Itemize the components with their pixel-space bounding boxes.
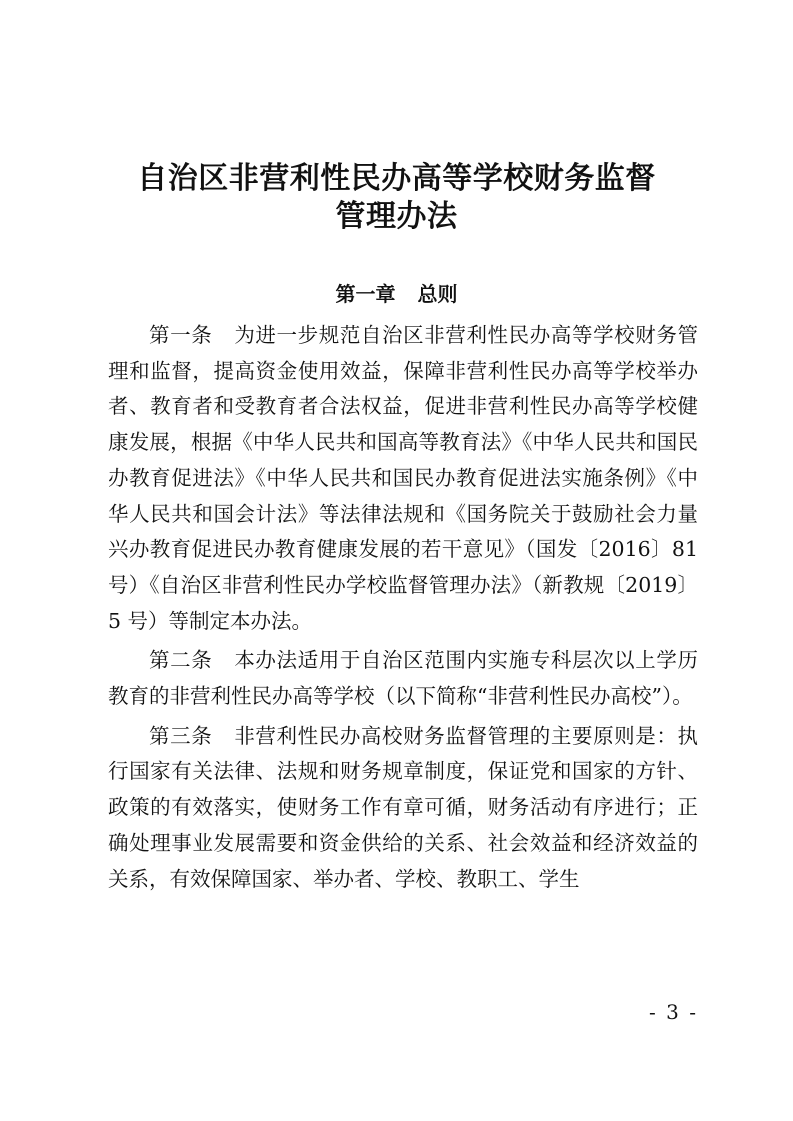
article-label: 第二条	[149, 648, 213, 673]
body-text	[108, 318, 698, 901]
chapter-name: 总则	[417, 282, 458, 306]
article-text: 本办法适用于自治区范围内实施专科层次以上学历教育的非营利性民办高等学校（以下简称“非营利性民办高校”）。	[108, 648, 698, 709]
article-3	[108, 719, 698, 898]
article-label: 第三条	[149, 723, 213, 748]
chapter-number: 第一章	[335, 282, 396, 306]
article-text: 为进一步规范自治区非营利性民办高等学校财务管理和监督，提高资金使用效益，保障非营利性民办高等学校举办者、教育者和受教育者合法权益，促进非营利性民办高等学校健康发展，根据《中华人民共和国高等教育法》《中华人民共和国民办教育促进法》《中华人民共和国民办教育促进法实施条例》《中华人民共和国会计法》等法律法规和《国务院关于鼓励社会力量兴办教育促进民办教育健康发展的若干意见》（国发〔2016〕81 号）《自治区非营利性民办学校监督管理办法》（新教规〔2019〕5 号）等制定本办法。	[108, 323, 698, 633]
article-label: 第一条	[149, 323, 213, 347]
chapter-heading	[0, 280, 793, 308]
title-line-2: 管理办法	[335, 199, 458, 234]
article-1	[108, 318, 698, 639]
title-line-1: 自治区非营利性民办高等学校财务监督	[137, 161, 656, 196]
article-text: 非营利性民办高校财务监督管理的主要原则是：执行国家有关法律、法规和财务规章制度，保证党和国家的方针、政策的有效落实，使财务工作有章可循，财务活动有序进行；正确处理事业发展需要和资金供给的关系、社会效益和经济效益的关系，有效保障国家、举办者、学校、教职工、学生	[108, 723, 698, 891]
page-number: - 3 -	[649, 1000, 698, 1024]
article-2	[108, 643, 698, 714]
document-title	[0, 160, 793, 236]
